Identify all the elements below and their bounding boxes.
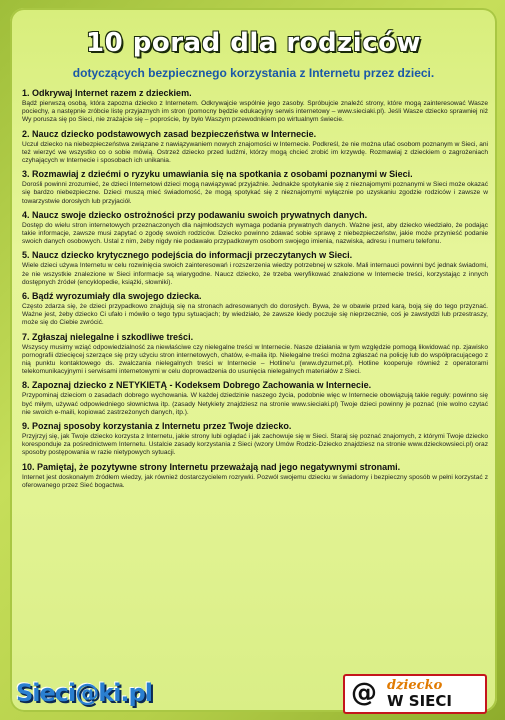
tip-heading: 5. Naucz dziecko krytycznego podejścia do informacji przeczytanych w Sieci. <box>22 250 353 261</box>
tip-body: Wszyscy musimy wziąć odpowiedzialność za niewłaściwe czy nielegalne treści w Internecie. Nasze działania w tym względzie pomogą likwidować np. zjawisko pornografii dziecięcej szerzące się przy użyciu stron internetowych, chatów, e-maila itp. Nielegalne treści można zgłaszać na policję lub do współpracującego z nią punktu kontaktowego ds. zwalczania nielegalnych treści w Internecie – Hotline'u (www.dyzurnet.pl). Hotline kooperuje również z operatorami telekomunikacyjnymi i serwisami internetowymi w celu doprowadzenia do usunięcia nielegalnych materiałów z Sieci. <box>22 343 488 376</box>
tip-heading: 2. Naucz dziecko podstawowych zasad bezpieczeństwa w Internecie. <box>22 128 317 139</box>
tip-body: Wiele dzieci używa Internetu w celu rozwinięcia swoich zainteresowań i rozszerzenia wiedzy potrzebnej w szkole. Mali internauci powinni być jednak świadomi, że nie wszystkie znalezione w Sieci informacje są wiarygodne. Naucz dziecko, że trzeba weryfikować znalezione w Internecie treści, korzystając z innych dostępnych źródeł (encyklopedie, książki, słowniki). <box>22 262 488 286</box>
tip-heading: 9. Poznaj sposoby korzystania z Internetu przez Twoje dziecko. <box>22 421 292 432</box>
tip-heading: 7. Zgłaszaj nielegalne i szkodliwe treści. <box>22 331 194 342</box>
tip-9 <box>22 421 488 458</box>
leaflet-page <box>10 8 497 712</box>
tip-7 <box>22 332 488 377</box>
page-subtitle: dotyczących bezpiecznego korzystania z Internetu przez dzieci. <box>72 66 435 80</box>
footer <box>10 670 497 712</box>
tip-heading: 1. Odkrywaj Internet razem z dzieckiem. <box>22 88 192 98</box>
tip-body: Uczul dziecko na niebezpieczeństwa związane z nawiązywaniem nowych znajomości w Internecie. Podkreśl, że nie można ufać osobom poznanym w Sieci, ani też wierzyć we wszystko co o sobie mówią. Ostrzeż dziecko przed ludźmi, którzy mogą chcieć zrobić im krzywdę. Rozmawiaj z dzieckiem o zagrożeniach czyhających w Internecie i sposobach ich unikania. <box>22 140 488 165</box>
tip-10 <box>22 462 488 490</box>
tip-4 <box>22 210 488 247</box>
tips-list <box>22 88 488 494</box>
tip-3 <box>22 169 488 206</box>
tip-body: Przypominaj dzieciom o zasadach dobrego wychowania. W każdej dziedzinie naszego życia, podobnie więc w Internecie obowiązują takie reguły: powinno się być miłym, używać odpowiedniego słownictwa itp. (zasady Netykiety znajdziesz na stronie www.sieciaki.pl) Twoje dzieci powinny je poznać (nie wolno czytać nie swoich e-maili, kopiować zastrzeżonych danych, itp.). <box>22 392 488 416</box>
tip-heading: 3. Rozmawiaj z dziećmi o ryzyku umawiania się na spotkania z osobami poznanymi w Sieci. <box>22 169 413 180</box>
tip-body: Przyjrzyj się, jak Twoje dziecko korzysta z Internetu, jakie strony lubi oglądać i jak zachowuje się w Sieci. Staraj się poznać znajomych, z którymi Twoje dziecko koresponduje za pośrednictwem Internetu. Ustalcie zasady korzystania z Sieci (wzory Umów Rodzic-Dziecko znajdziesz na stronie www.dzieckowsieci.pl) oraz sposoby postępowania w razie nietypowych sytuacji. <box>22 433 488 457</box>
tip-body: Dorośli powinni zrozumieć, że dzieci Internetowi dzieci mogą nawiązywać przyjaźnie. Jednakże spotykanie się z nieznajomymi poznanymi w Sieci może okazać się bardzo niebezpieczne. Dzieci muszą mieć świadomość, że mogą spotykać się z nieznajomymi wyłącznie po uzyskaniu zgodzie rodziców i zawsze w towarzystwie dorosłych lub przyjaciół. <box>22 181 488 205</box>
tip-2 <box>22 129 488 166</box>
tip-heading: 10. Pamiętaj, że pozytywne strony Internetu przeważają nad jego negatywnymi stronami. <box>22 461 401 472</box>
at-sign-icon: @ <box>351 678 377 708</box>
page-title: 10 porad dla rodziców <box>86 28 421 58</box>
tip-6 <box>22 291 488 328</box>
tip-1 <box>22 88 488 125</box>
tip-body: Bądź pierwszą osobą, która zapozna dziecko z Internetem. Odkrywajcie wspólnie jego zasoby. Spróbujcie znaleźć strony, które mogą zainteresować Wasze pociechy, a następnie zróbcie listę przyjaznych im stron (pomocny będzie edukacyjny serwis internetowy – www.sieciaki.pl). Jeśli Wasze dziecko sprawniej niż Wy porusza się po Sieci, nie zrażajcie się – poproście, by było Waszym przewodnikiem po wirtualnym świecie. <box>22 100 488 124</box>
tip-heading: 8. Zapoznaj dziecko z NETYKIETĄ - Kodeksem Dobrego Zachowania w Internecie. <box>22 380 372 391</box>
tip-body: Często zdarza się, że dzieci przypadkowo znajdują się na stronach adresowanych do dorosłych. Bywa, że w obawie przed karą, boją się do tego przyznać. Ważne jest, żeby dziecko Ci ufało i mówiło o tego typu sytuacjach; by wiedziało, że zawsze kiedy poczuje się nieprzecznie, coś je zawstydzi lub przestraszy, może się do Ciebie zwrócić. <box>22 303 488 327</box>
logo-word-dziecko: dziecko <box>387 678 443 693</box>
tip-body: Dostęp do wielu stron internetowych przeznaczonych dla najmłodszych wymaga podania prywatnych danych. Ważne jest, aby dziecko wiedziało, że podając takie informacje, zawsze musi zapytać o zgodę swoich rodziców. Dziecko powinno zdawać sobie sprawę z niebezpieczeństw, jakie może przynieść podanie swoich danych osobowych. Ustal z nim, żeby nigdy nie podawało przypadkowym osobom swojego imienia, nazwiska, adresu i numeru telefonu. <box>22 221 488 246</box>
tip-5 <box>22 250 488 287</box>
tip-heading: 4. Naucz swoje dziecko ostrożności przy podawaniu swoich prywatnych danych. <box>22 209 368 220</box>
tip-heading: 6. Bądź wyrozumiały dla swojego dziecka. <box>22 291 202 302</box>
dziecko-w-sieci-logo <box>343 674 487 714</box>
tip-8 <box>22 380 488 417</box>
sieciaki-logo: Sieci@ki.pl <box>16 679 152 707</box>
logo-word-w-sieci: W SIECI <box>387 692 452 710</box>
tip-body: Internet jest doskonałym źródłem wiedzy, jak również dostarczycielem rozrywki. Pozwól swojemu dziecku w świadomy i bezpieczny sposób w pełni korzystać z oferowanego przez Sieć bogactwa. <box>22 473 488 489</box>
